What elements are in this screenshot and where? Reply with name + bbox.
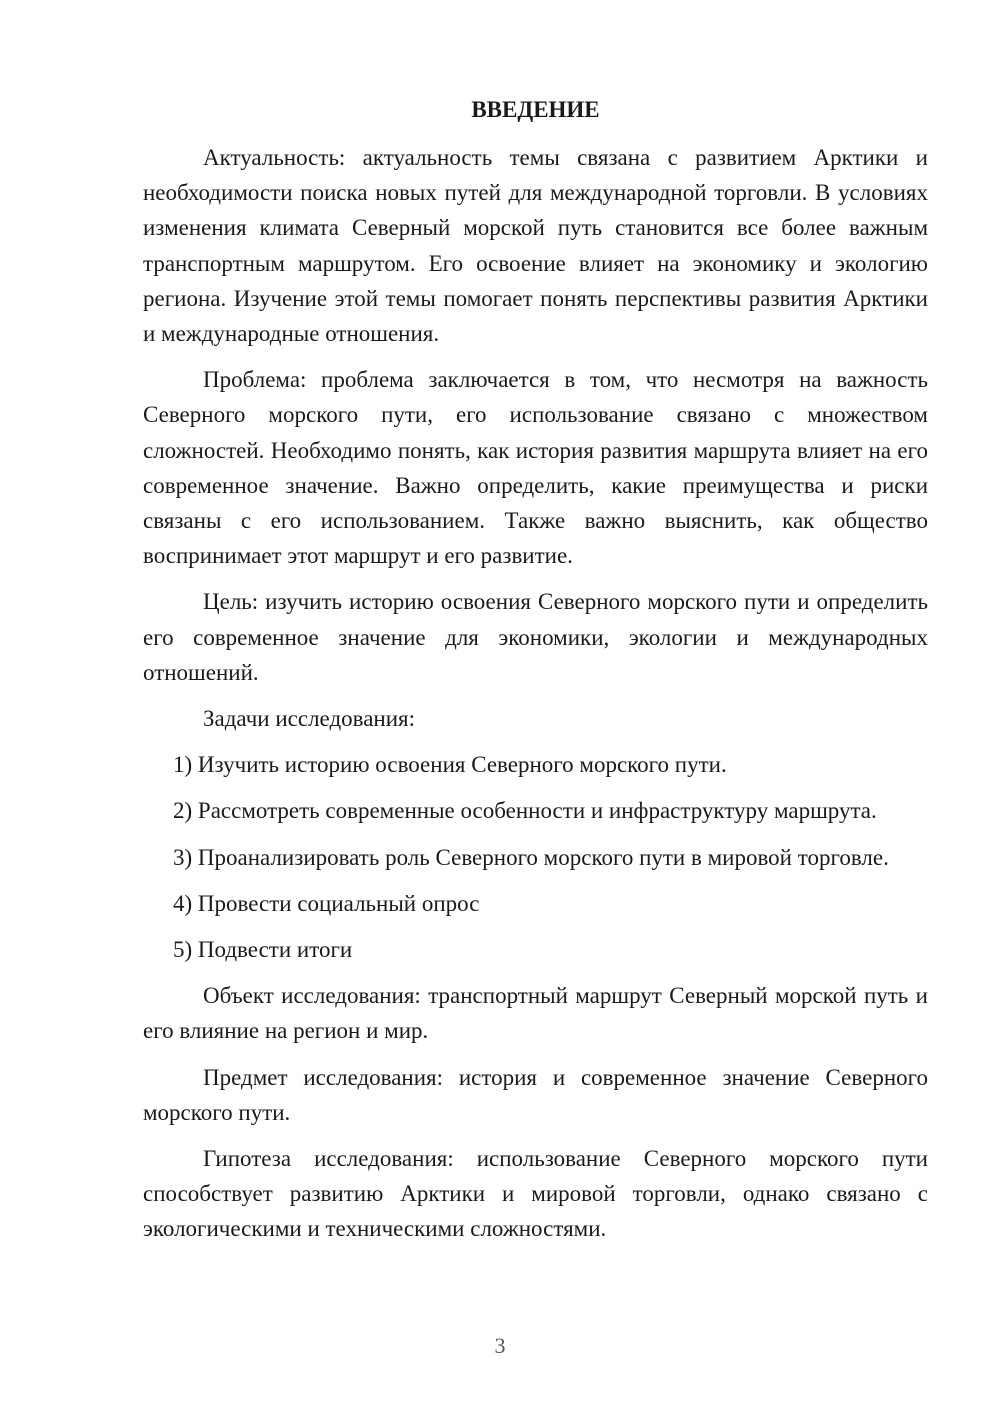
task-item: 4) Провести социальный опрос xyxy=(173,890,480,916)
goal-paragraph: Цель: изучить историю освоения Северного морского пути и определить его современное значение для экономики, экологии и международных отношений. xyxy=(143,589,928,685)
problem-paragraph: Проблема: проблема заключается в том, что несмотря на важность Северного морского пути, его использование связано с множеством сложностей. Необходимо понять, как история развития маршрута влияет на его современное значение. Важно определить, какие преимущества и риски связаны с его использованием. Также важно выяснить, как общество воспринимает этот маршрут и его развитие. xyxy=(143,367,928,569)
hypothesis-paragraph: Гипотеза исследования: использование Северного морского пути способствует развитию Арктики и мировой торговли, однако связано с экологическими и техническими сложностями. xyxy=(143,1146,928,1242)
relevance-paragraph: Актуальность: актуальность темы связана с развитием Арктики и необходимости поиска новых путей для международной торговли. В условиях изменения климата Северный морской путь становится все более важным транспортным маршрутом. Его освоение влияет на экономику и экологию региона. Изучение этой темы помогает понять перспективы развития Арктики и международные отношения. xyxy=(143,145,928,347)
page-number: 3 xyxy=(494,1333,506,1358)
task-item: 2) Рассмотреть современные особенности и инфраструктуру маршрута. xyxy=(173,798,877,824)
task-item: 3) Проанализировать роль Северного морского пути в мировой торговле. xyxy=(173,844,889,870)
tasks-heading: Задачи исследования: xyxy=(203,706,416,732)
task-item: 5) Подвести итоги xyxy=(173,937,353,963)
task-item: 1) Изучить историю освоения Северного морского пути. xyxy=(173,752,727,778)
page-title: ВВЕДЕНИЕ xyxy=(471,97,600,122)
object-paragraph: Объект исследования: транспортный маршрут Северный морской путь и его влияние на регион и мир. xyxy=(143,983,928,1044)
page-content xyxy=(143,96,928,1258)
subject-paragraph: Предмет исследования: история и современное значение Северного морского пути. xyxy=(143,1064,928,1125)
